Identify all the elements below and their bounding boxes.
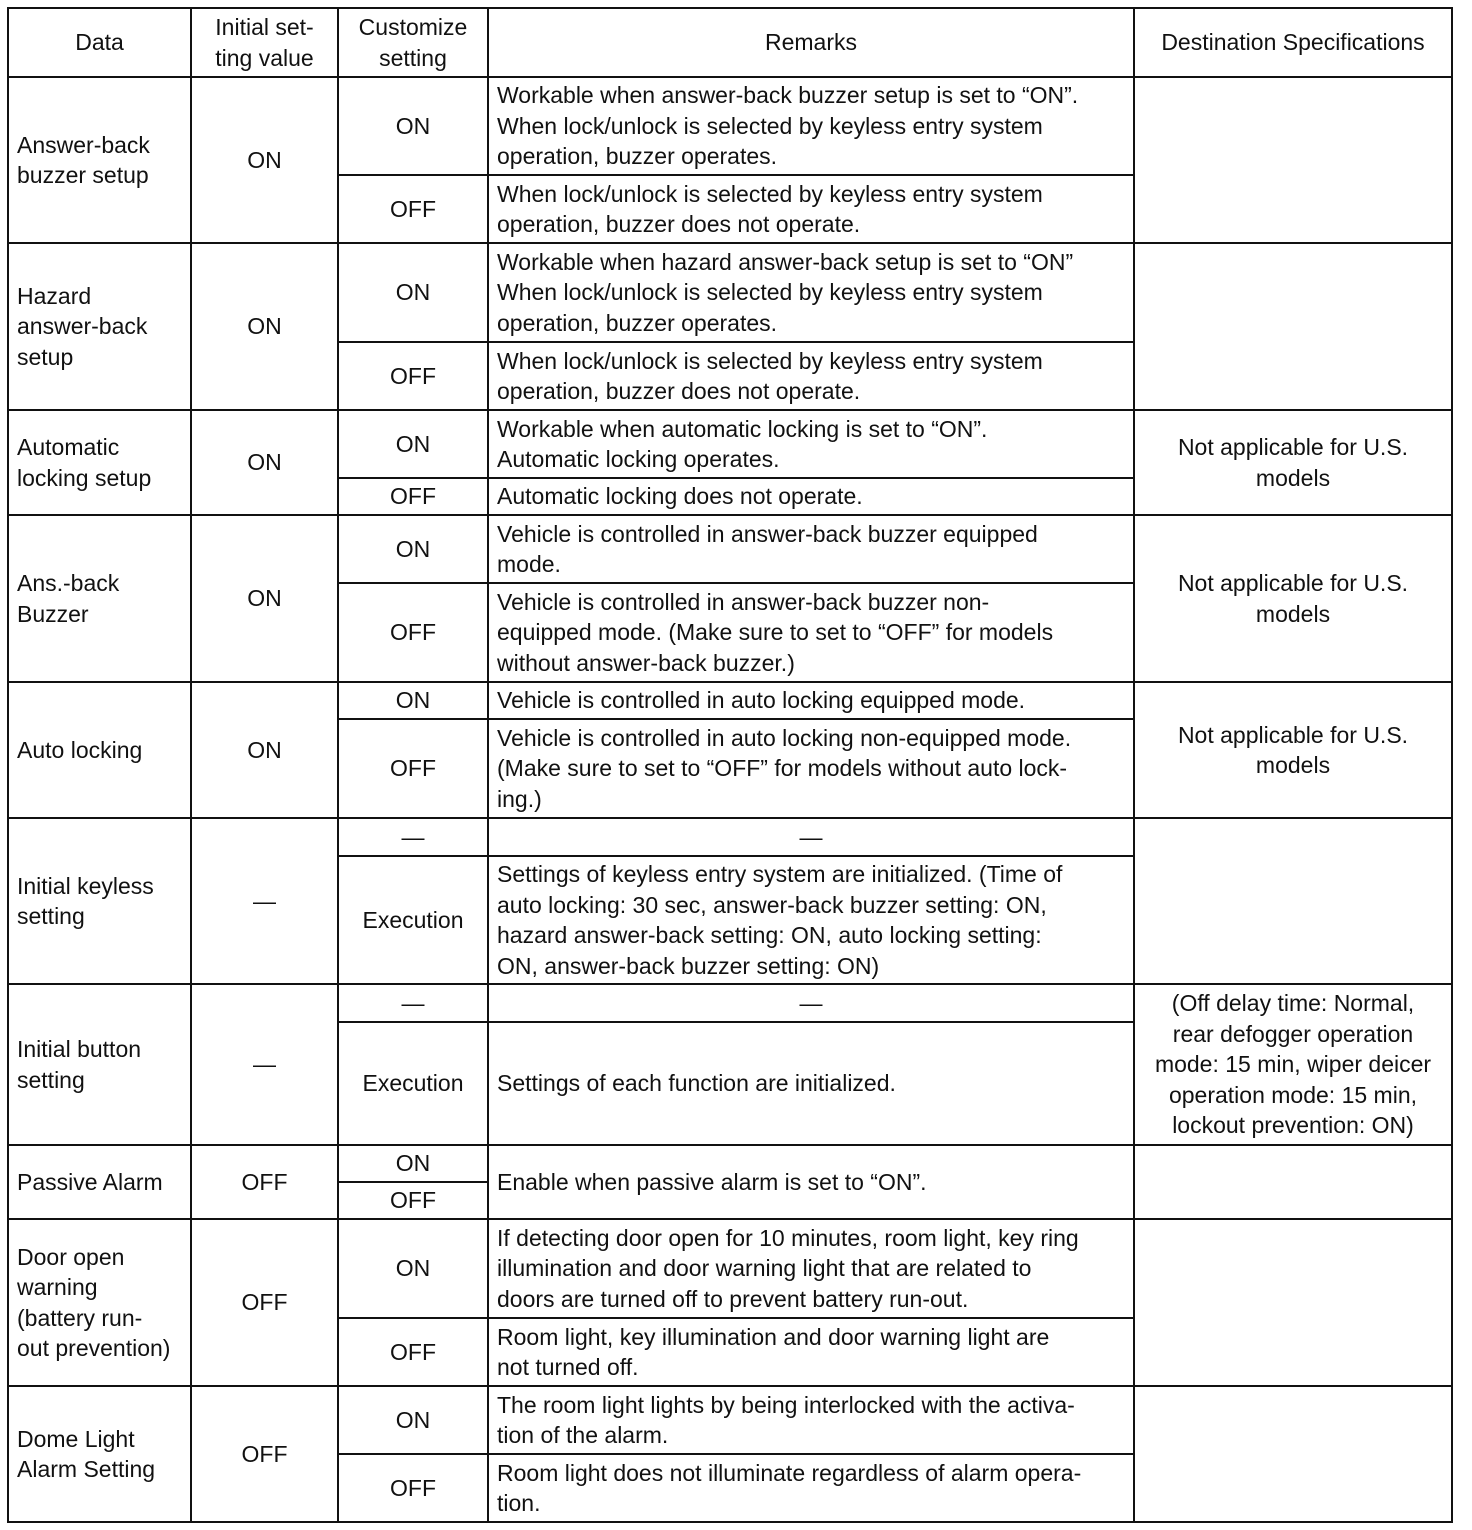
row-destination bbox=[1134, 410, 1452, 515]
row-destination-text: Not applicable for U.S. models bbox=[1177, 570, 1409, 627]
header-initial-setting bbox=[191, 8, 338, 77]
row-setting-option bbox=[338, 583, 488, 682]
row-remark-text: When lock/unlock is selected by keyless entry system operation, buzzer does not operate. bbox=[497, 347, 1043, 404]
row-initial-value bbox=[191, 77, 338, 243]
row-data-label bbox=[8, 682, 191, 818]
row-initial-value bbox=[191, 410, 338, 515]
row-setting-option bbox=[338, 1318, 488, 1386]
header-data bbox=[8, 8, 191, 77]
header-destination bbox=[1134, 8, 1452, 77]
row-destination bbox=[1134, 984, 1452, 1145]
row-remark-text: Workable when answer-back buzzer setup is set to “ON”. When lock/unlock is selected by keyless entry system operation, buzzer operates. bbox=[497, 82, 1079, 170]
table-rule bbox=[337, 1453, 1135, 1455]
row-remark-text: Workable when hazard answer-back setup is set to “ON” When lock/unlock is selected by keyless entry system operation, buzzer operates. bbox=[497, 248, 1074, 336]
row-data-label-text: Answer-back buzzer setup bbox=[17, 131, 150, 188]
row-remark bbox=[488, 818, 1134, 856]
row-remark-text: — bbox=[799, 823, 823, 850]
row-setting-option-text: OFF bbox=[390, 755, 436, 782]
table-rule bbox=[337, 7, 339, 1523]
row-destination bbox=[1134, 515, 1452, 682]
table-rule bbox=[7, 1521, 1453, 1523]
row-setting-option bbox=[338, 1022, 488, 1145]
row-setting-option-text: OFF bbox=[390, 195, 436, 222]
row-initial-value-text: ON bbox=[247, 736, 282, 763]
row-data-label bbox=[8, 77, 191, 243]
row-setting-option bbox=[338, 410, 488, 478]
row-setting-option bbox=[338, 984, 488, 1022]
row-setting-option bbox=[338, 243, 488, 342]
row-setting-option bbox=[338, 478, 488, 515]
row-setting-option-text: ON bbox=[395, 279, 431, 306]
row-setting-option bbox=[338, 1182, 488, 1219]
row-remark bbox=[488, 583, 1134, 682]
row-initial-value-text: ON bbox=[247, 449, 282, 476]
row-destination-text: (Off delay time: Normal, rear defogger operation mode: 15 min, wiper deicer operation mode: 15 min, lockout prevention: ON) bbox=[1154, 990, 1432, 1139]
header-remarks bbox=[488, 8, 1134, 77]
row-remark-text: Vehicle is controlled in answer-back buzzer non- equipped mode. (Make sure to set to “OFF” for models without answer-back buzzer.) bbox=[497, 588, 1054, 676]
table-rule bbox=[487, 7, 489, 1523]
row-data-label-text: Auto locking bbox=[17, 736, 143, 763]
row-remark-text: Workable when automatic locking is set to “ON”. Automatic locking operates. bbox=[497, 415, 988, 472]
table-rule bbox=[1451, 7, 1453, 1523]
table-rule bbox=[7, 1385, 1453, 1387]
row-remark-text: Vehicle is controlled in answer-back buzzer equipped mode. bbox=[497, 520, 1038, 577]
row-remark-text: Enable when passive alarm is set to “ON”. bbox=[497, 1168, 927, 1195]
row-data-label-text: Initial button setting bbox=[17, 1036, 142, 1093]
row-remark-text: Settings of keyless entry system are initialized. (Time of auto locking: 30 sec, answer-back buzzer setting: ON, hazard answer-back setting: ON, auto locking setting: ON, answer-back buzzer setting: ON) bbox=[497, 861, 1063, 979]
row-setting-option bbox=[338, 342, 488, 410]
row-setting-option bbox=[338, 1454, 488, 1522]
table-rule bbox=[7, 409, 1453, 411]
row-setting-option-text: OFF bbox=[390, 619, 436, 646]
row-remark bbox=[488, 1219, 1134, 1318]
row-setting-option bbox=[338, 818, 488, 856]
row-data-label-text: Initial keyless setting bbox=[17, 872, 154, 929]
header-customize-setting bbox=[338, 8, 488, 77]
row-data-label bbox=[8, 515, 191, 682]
table-rule bbox=[337, 477, 1135, 479]
row-remark-text: When lock/unlock is selected by keyless entry system operation, buzzer does not operate. bbox=[497, 180, 1043, 237]
row-remark-text: If detecting door open for 10 minutes, room light, key ring illumination and door warning light that are related to doors are turned off to prevent battery run-out. bbox=[497, 1224, 1079, 1312]
row-remark-text: The room light lights by being interlocked with the activa- tion of the alarm. bbox=[497, 1391, 1075, 1448]
row-setting-option-text: OFF bbox=[390, 483, 436, 510]
row-destination bbox=[1134, 77, 1452, 243]
row-setting-option-text: ON bbox=[395, 535, 431, 562]
row-data-label bbox=[8, 1386, 191, 1522]
row-setting-option bbox=[338, 175, 488, 243]
row-remark bbox=[488, 1318, 1134, 1386]
header-remarks-text: Remarks bbox=[764, 29, 857, 56]
row-remark bbox=[488, 856, 1134, 984]
header-customize-setting-text: Customize setting bbox=[358, 14, 468, 71]
table-rule bbox=[7, 983, 1453, 985]
table-rule bbox=[337, 855, 1135, 857]
row-setting-option-text: ON bbox=[395, 112, 431, 139]
row-destination bbox=[1134, 1386, 1452, 1522]
table-rule bbox=[7, 7, 9, 1523]
table-rule bbox=[7, 7, 1453, 9]
row-setting-option bbox=[338, 682, 488, 719]
row-setting-option bbox=[338, 1386, 488, 1454]
row-data-label bbox=[8, 410, 191, 515]
table-rule bbox=[337, 1021, 1135, 1023]
row-remark-text: Automatic locking does not operate. bbox=[497, 483, 863, 510]
row-destination-text: Not applicable for U.S. models bbox=[1177, 434, 1409, 491]
row-setting-option-text: ON bbox=[395, 430, 431, 457]
row-remark bbox=[488, 1022, 1134, 1145]
row-destination-text: Not applicable for U.S. models bbox=[1177, 721, 1409, 778]
row-data-label-text: Ans.-back Buzzer bbox=[17, 570, 120, 627]
row-initial-value-text: OFF bbox=[241, 1440, 288, 1467]
row-remark bbox=[488, 175, 1134, 243]
row-setting-option-text: Execution bbox=[362, 1070, 464, 1097]
row-initial-value bbox=[191, 1386, 338, 1522]
row-setting-option-text: ON bbox=[395, 1150, 431, 1177]
row-setting-option-text: Execution bbox=[362, 906, 464, 933]
row-remark-text: Room light does not illuminate regardless of alarm opera- tion. bbox=[497, 1459, 1082, 1516]
row-initial-value-text: — bbox=[253, 1051, 276, 1078]
row-data-label-text: Automatic locking setup bbox=[17, 434, 152, 491]
row-destination bbox=[1134, 818, 1452, 984]
table-rule bbox=[190, 7, 192, 1523]
row-initial-value-text: ON bbox=[247, 146, 282, 173]
row-setting-option bbox=[338, 1145, 488, 1182]
row-data-label bbox=[8, 984, 191, 1145]
row-initial-value-text: ON bbox=[247, 585, 282, 612]
row-remark-text: Room light, key illumination and door warning light are not turned off. bbox=[497, 1323, 1050, 1380]
row-destination bbox=[1134, 682, 1452, 818]
row-data-label-text: Door open warning (battery run- out prevention) bbox=[17, 1243, 171, 1361]
header-destination-text: Destination Specifications bbox=[1161, 29, 1425, 56]
row-destination bbox=[1134, 1145, 1452, 1219]
row-setting-option-text: OFF bbox=[390, 1338, 436, 1365]
row-setting-option-text: — bbox=[401, 989, 425, 1016]
row-remark bbox=[488, 342, 1134, 410]
table-rule bbox=[337, 718, 1135, 720]
row-remark-text: Vehicle is controlled in auto locking equipped mode. bbox=[497, 687, 1026, 714]
row-remark bbox=[488, 682, 1134, 719]
row-setting-option bbox=[338, 77, 488, 175]
table-rule bbox=[7, 242, 1453, 244]
row-initial-value bbox=[191, 682, 338, 818]
row-remark-text: Settings of each function are initialized. bbox=[497, 1070, 896, 1097]
row-data-label bbox=[8, 1145, 191, 1219]
table-rule bbox=[337, 1181, 489, 1183]
row-setting-option bbox=[338, 1219, 488, 1318]
row-data-label bbox=[8, 1219, 191, 1386]
row-remark-text: — bbox=[799, 989, 823, 1016]
row-destination bbox=[1134, 243, 1452, 410]
row-setting-option-text: — bbox=[401, 823, 425, 850]
row-remark bbox=[488, 1454, 1134, 1522]
row-initial-value-text: OFF bbox=[241, 1289, 288, 1316]
row-setting-option-text: OFF bbox=[390, 362, 436, 389]
row-remark bbox=[488, 1386, 1134, 1454]
row-remark bbox=[488, 478, 1134, 515]
row-remark bbox=[488, 719, 1134, 818]
row-initial-value-text: — bbox=[253, 887, 276, 914]
row-data-label bbox=[8, 243, 191, 410]
row-remark bbox=[488, 243, 1134, 342]
table-rule bbox=[7, 817, 1453, 819]
row-remark bbox=[488, 984, 1134, 1022]
row-setting-option bbox=[338, 856, 488, 984]
row-setting-option-text: ON bbox=[395, 1406, 431, 1433]
row-initial-value bbox=[191, 1145, 338, 1219]
header-initial-setting-text: Initial set- ting value bbox=[215, 14, 314, 71]
row-data-label-text: Hazard answer-back setup bbox=[17, 282, 148, 370]
table-rule bbox=[7, 1144, 1453, 1146]
row-remark bbox=[488, 515, 1134, 583]
row-remark bbox=[488, 77, 1134, 175]
row-destination bbox=[1134, 1219, 1452, 1386]
row-data-label-text: Dome Light Alarm Setting bbox=[17, 1425, 156, 1482]
row-initial-value bbox=[191, 515, 338, 682]
table-rule bbox=[7, 514, 1453, 516]
table-rule bbox=[337, 1317, 1135, 1319]
row-setting-option-text: OFF bbox=[390, 1474, 436, 1501]
row-remark bbox=[488, 1145, 1134, 1219]
table-rule bbox=[1133, 7, 1135, 1523]
row-remark-text: Vehicle is controlled in auto locking non-equipped mode. (Make sure to set to “OFF” for models without auto lock- ing.) bbox=[497, 724, 1072, 812]
row-data-label bbox=[8, 818, 191, 984]
table-rule bbox=[337, 174, 1135, 176]
row-initial-value bbox=[191, 243, 338, 410]
row-initial-value bbox=[191, 818, 338, 984]
table-rule bbox=[337, 582, 1135, 584]
row-setting-option-text: ON bbox=[395, 687, 431, 714]
table-rule bbox=[7, 681, 1453, 683]
row-setting-option bbox=[338, 515, 488, 583]
row-setting-option bbox=[338, 719, 488, 818]
table-rule bbox=[337, 341, 1135, 343]
row-initial-value-text: ON bbox=[247, 313, 282, 340]
row-setting-option-text: OFF bbox=[390, 1187, 436, 1214]
table-rule bbox=[7, 1218, 1453, 1220]
header-data-text: Data bbox=[75, 29, 124, 56]
row-data-label-text: Passive Alarm bbox=[17, 1168, 163, 1195]
row-remark bbox=[488, 410, 1134, 478]
row-initial-value-text: OFF bbox=[241, 1168, 288, 1195]
row-setting-option-text: ON bbox=[395, 1255, 431, 1282]
row-initial-value bbox=[191, 984, 338, 1145]
table-rule bbox=[7, 76, 1453, 78]
row-initial-value bbox=[191, 1219, 338, 1386]
